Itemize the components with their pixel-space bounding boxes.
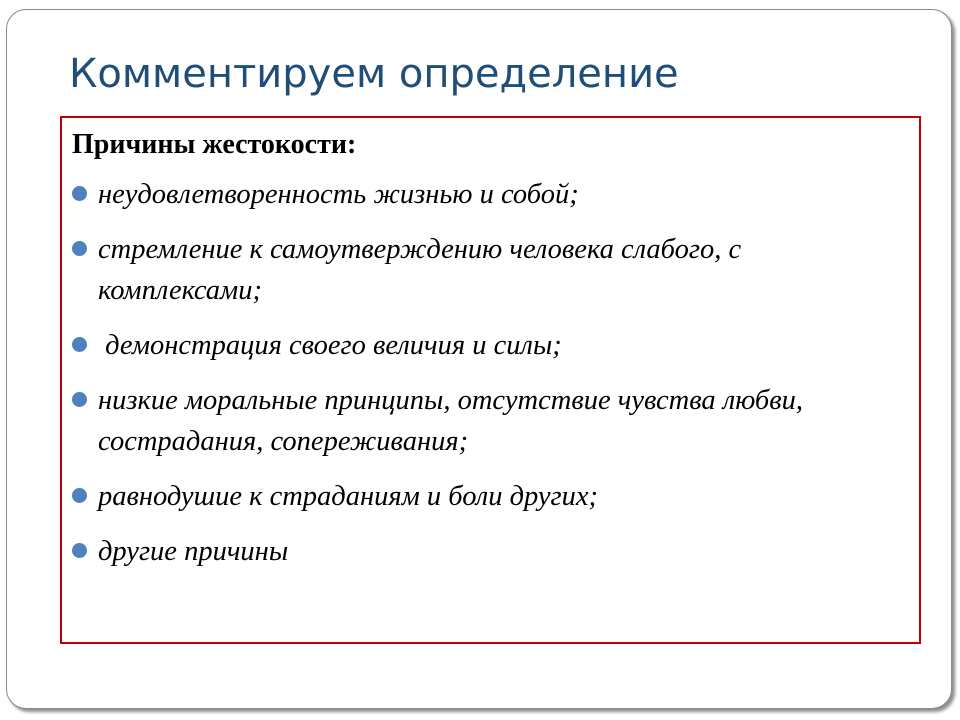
reasons-list <box>62 174 912 586</box>
slide-title: Комментируем определение <box>69 51 679 97</box>
bullet-icon <box>72 488 87 503</box>
list-item <box>62 476 912 517</box>
bullet-icon <box>72 392 87 407</box>
list-item <box>62 229 912 311</box>
list-item-text: демонстрация своего величия и силы; <box>98 330 562 361</box>
content-box <box>60 116 921 644</box>
list-item <box>62 174 912 215</box>
list-item-text: неудовлетворенность жизнью и собой; <box>98 179 579 210</box>
bullet-icon <box>72 241 87 256</box>
slide-frame <box>6 9 952 709</box>
list-item-text: равнодушие к страданиям и боли других; <box>98 481 599 512</box>
content-heading: Причины жестокости: <box>72 129 357 160</box>
list-item-text: стремление к самоутверждению человека слабого, с комплексами; <box>98 234 742 306</box>
bullet-icon <box>72 543 87 558</box>
bullet-icon <box>72 186 87 201</box>
list-item-text: другие причины <box>98 536 289 567</box>
list-item <box>62 380 912 462</box>
list-item-text: низкие моральные принципы, отсутствие чувства любви, сострадания, сопереживания; <box>98 385 803 457</box>
bullet-icon <box>72 337 87 352</box>
list-item <box>62 325 912 366</box>
list-item <box>62 531 912 572</box>
